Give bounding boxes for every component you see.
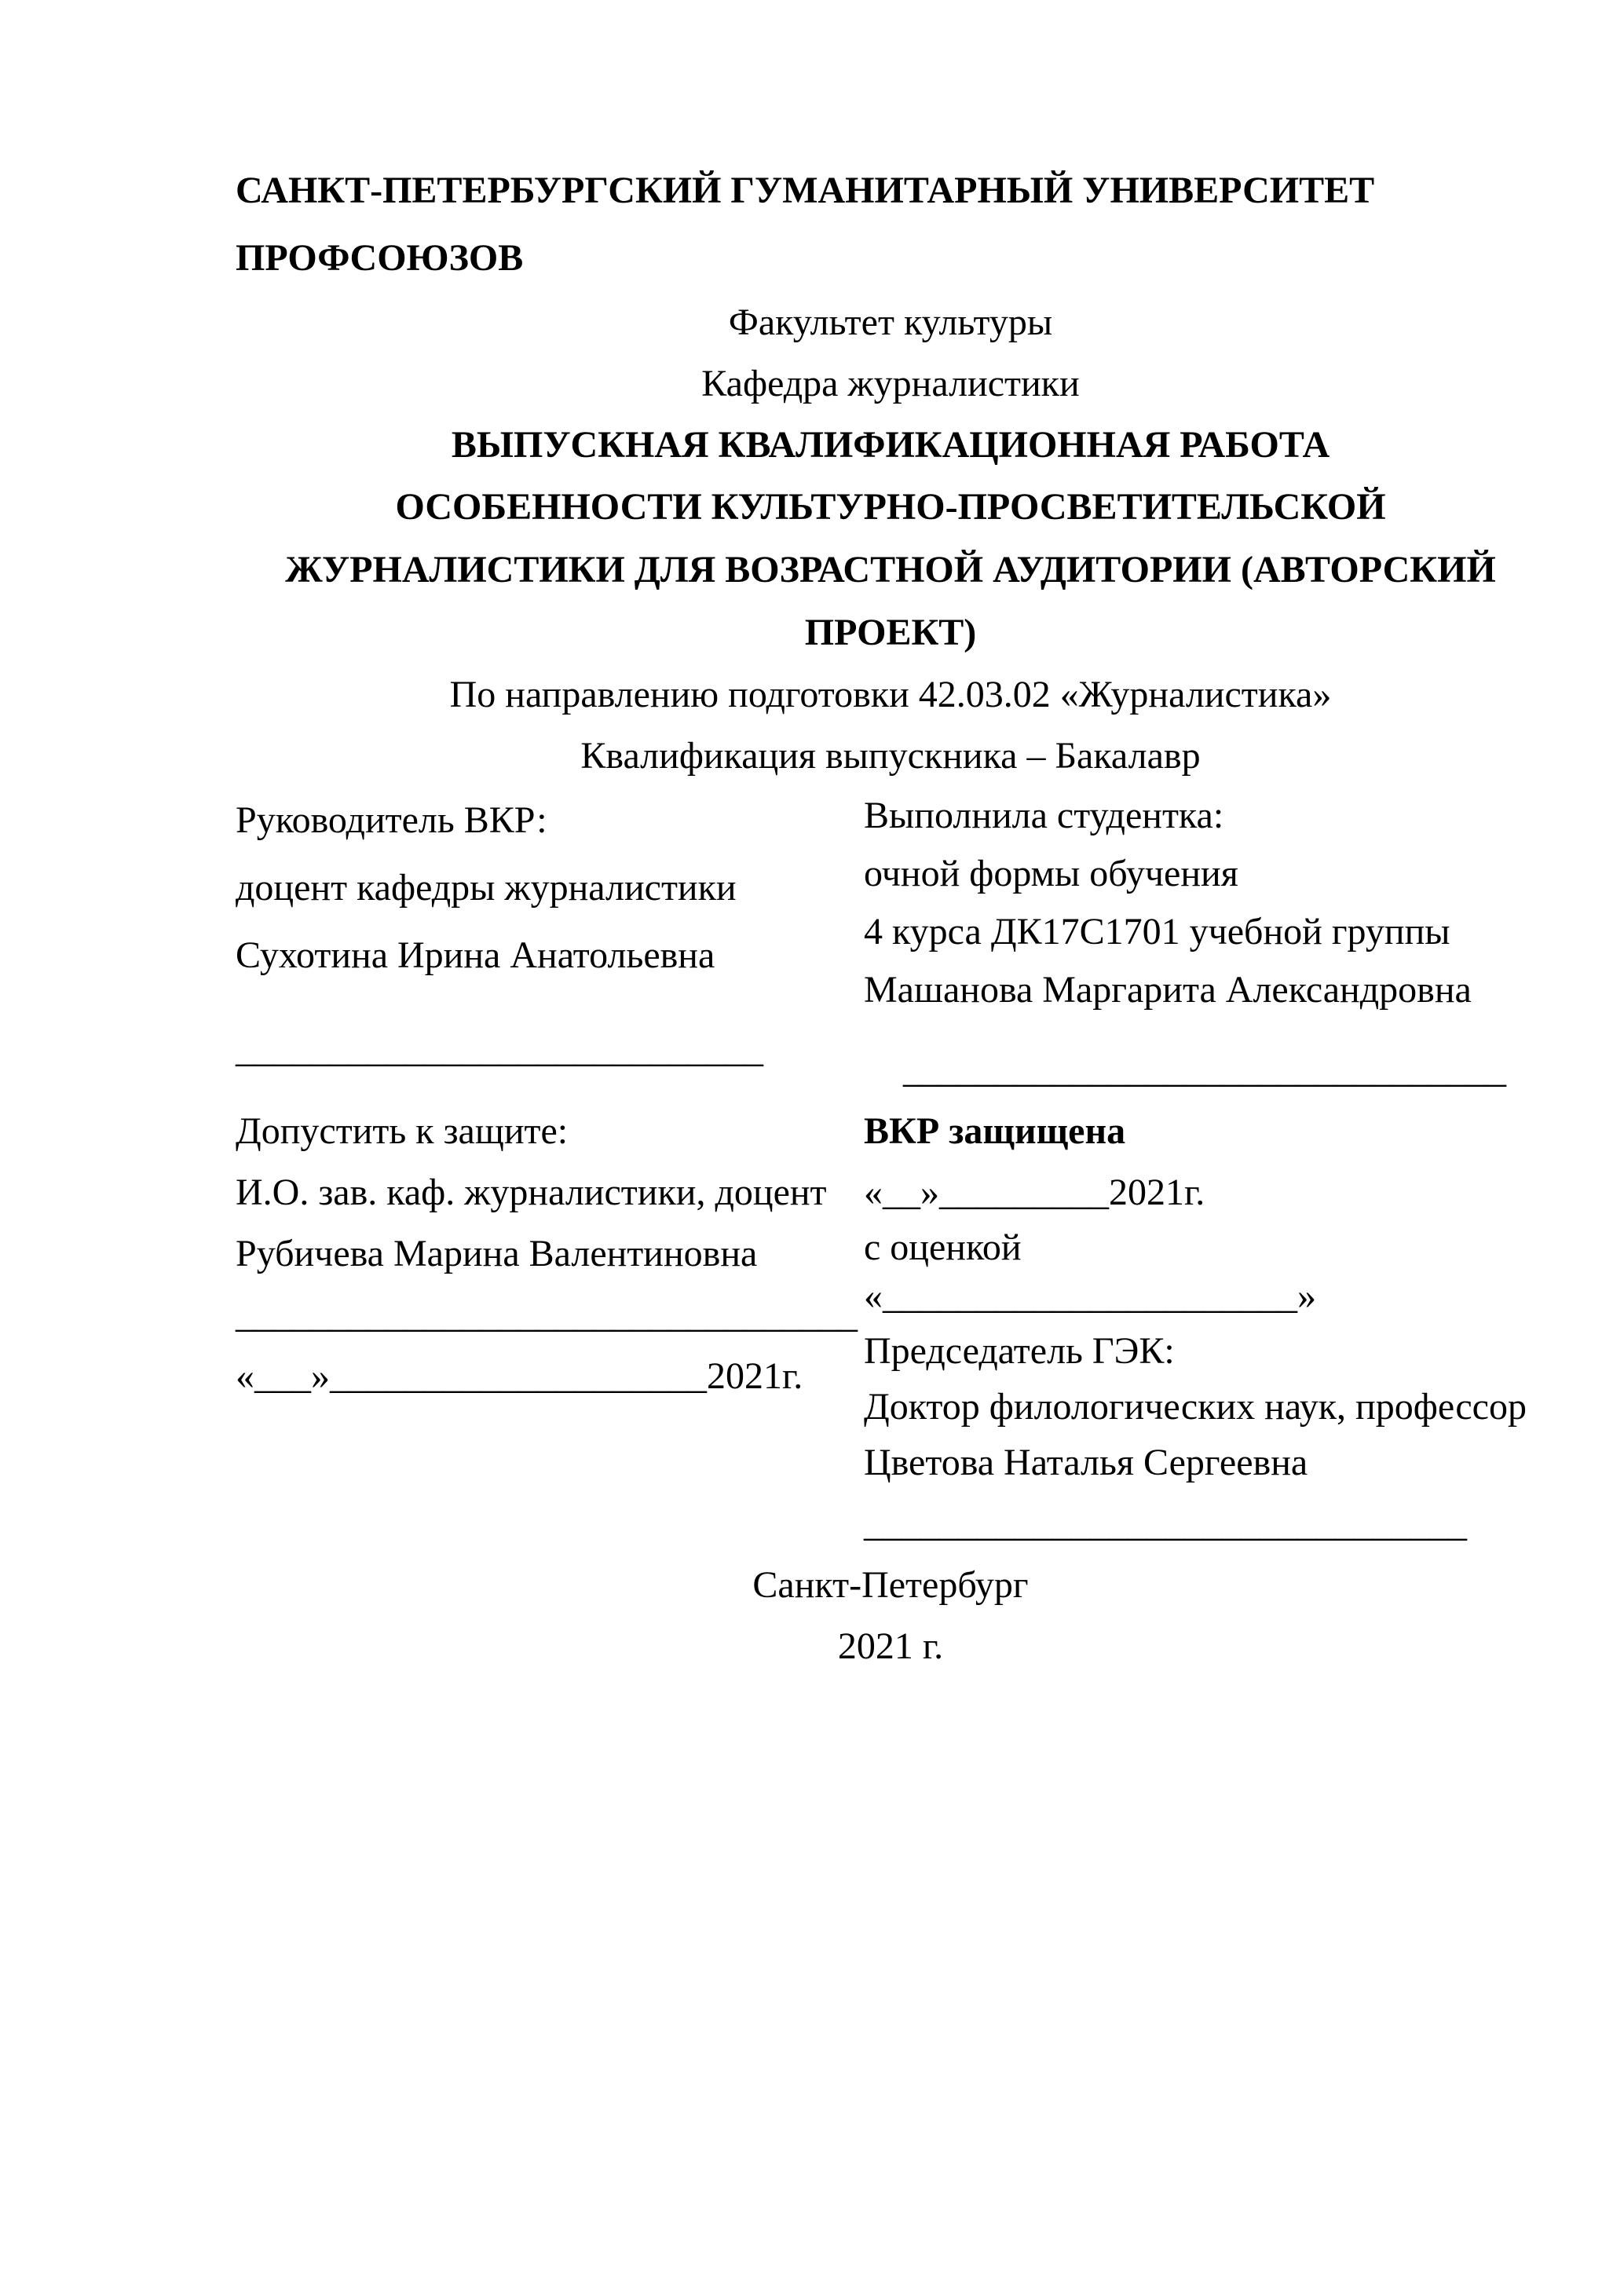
student-signature-line: ________________________________ [903, 1049, 1506, 1091]
student-block [864, 787, 1545, 1019]
signature-row [236, 1019, 1545, 1101]
work-type-heading: ВЫПУСКНАЯ КВАЛИФИКАЦИОННАЯ РАБОТА [451, 424, 1330, 466]
admission-defense-row [236, 1101, 1545, 1555]
student-group: 4 курса ДК17С1701 учебной группы [864, 911, 1450, 952]
supervisor-signature-line: ____________________________ [236, 1029, 763, 1070]
faculty-name: Факультет культуры [728, 302, 1053, 343]
study-direction-line: По направлению подготовки 42.03.02 «Журналистика» [449, 674, 1332, 715]
gek-chairman-position: Доктор филологических наук, профессор [864, 1386, 1527, 1428]
admission-signature-line: _________________________________ [236, 1294, 858, 1336]
admission-date-line: «___»____________________2021г. [236, 1355, 803, 1397]
admission-block [236, 1101, 864, 1555]
student-name: Машанова Маргарита Александровна [864, 969, 1472, 1011]
year-line: 2021 г. [837, 1625, 944, 1667]
admission-name: Рубичева Марина Валентиновна [236, 1233, 758, 1274]
grade-label: с оценкой [864, 1227, 1022, 1268]
defense-block [864, 1101, 1545, 1555]
supervisor-block [236, 787, 864, 1019]
student-label: Выполнила студентка: [864, 795, 1224, 836]
supervisor-name: Сухотина Ирина Анатольевна [236, 934, 715, 976]
student-study-form: очной формы обучения [864, 853, 1238, 894]
university-name: САНКТ-ПЕТЕРБУРГСКИЙ ГУМАНИТАРНЫЙ УНИВЕРСИТЕТ ПРОФСОЮЗОВ [236, 170, 1375, 279]
supervisor-student-row [236, 787, 1545, 1019]
admission-position: И.О. зав. каф. журналистики, доцент [236, 1172, 827, 1213]
defense-date-line: «__»_________2021г. [864, 1172, 1205, 1213]
defense-signature-line: ________________________________ [864, 1503, 1467, 1545]
thesis-title: ОСОБЕННОСТИ КУЛЬТУРНО-ПРОСВЕТИТЕЛЬСКОЙ ЖУРНАЛИСТИКИ ДЛЯ ВОЗРАСТНОЙ АУДИТОРИИ (АВТОРСКИЙ ПРОЕКТ) [285, 486, 1496, 653]
grade-blank-line: «______________________» [864, 1275, 1316, 1317]
qualification-line: Квалификация выпускника – Бакалавр [580, 735, 1201, 777]
defense-status: ВКР защищена [864, 1110, 1126, 1152]
supervisor-label: Руководитель ВКР: [236, 799, 547, 841]
city-line: Санкт-Петербург [752, 1564, 1029, 1606]
gek-chairman-name: Цветова Наталья Сергеевна [864, 1442, 1308, 1483]
admission-label: Допустить к защите: [236, 1110, 569, 1152]
department-name: Кафедра журналистики [701, 363, 1080, 404]
gek-chairman-label: Председатель ГЭК: [864, 1330, 1175, 1372]
supervisor-position: доцент кафедры журналистики [236, 867, 737, 909]
